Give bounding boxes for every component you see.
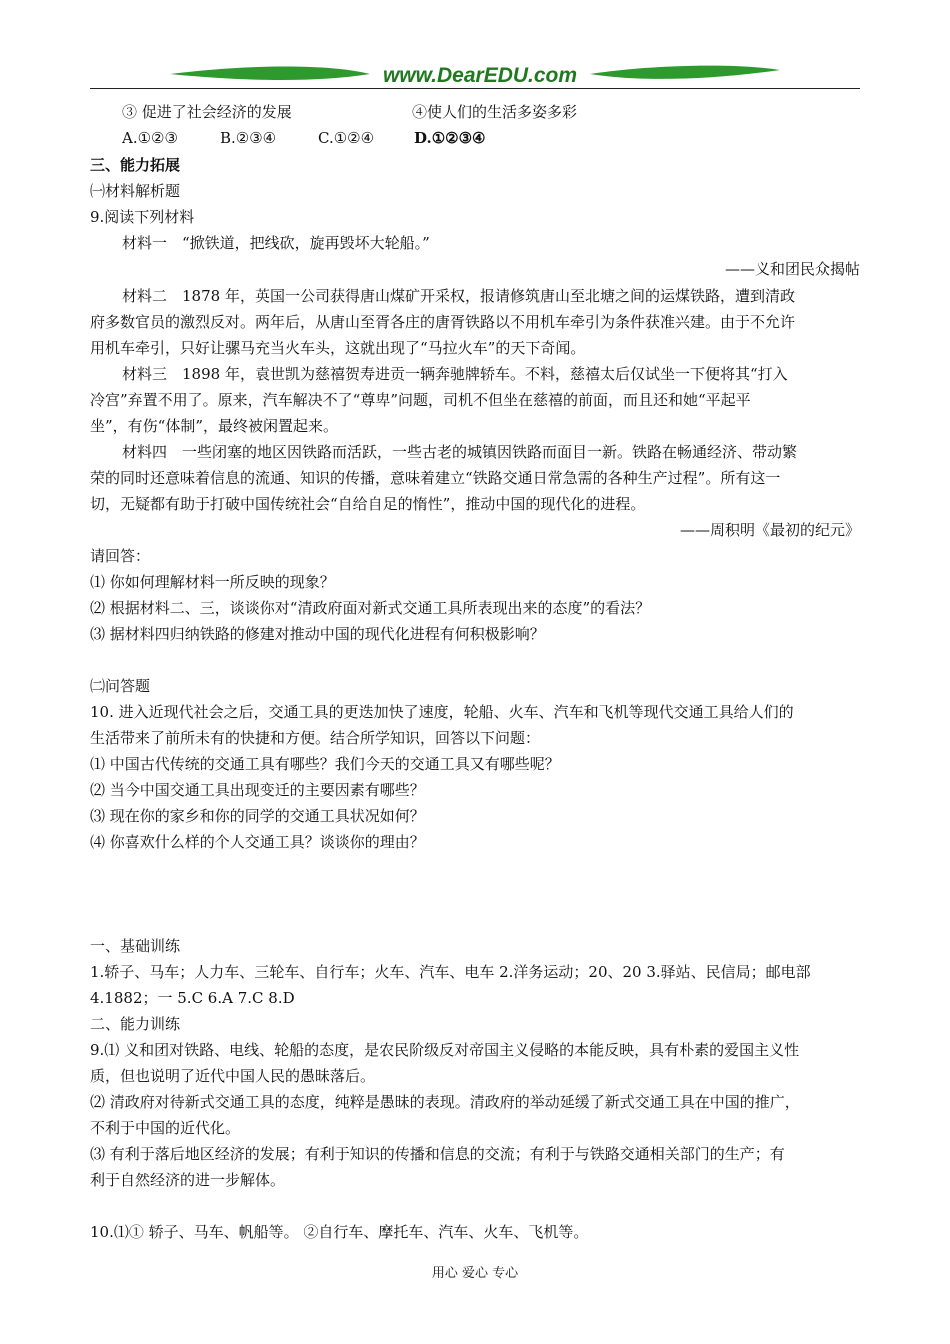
material-4-source: ——周积明《最初的纪元》 xyxy=(679,521,860,539)
material-4-line: 切，无疑都有助于打破中国传统社会“自给自足的惰性”，推动中国的现代化的进程。 xyxy=(90,495,646,513)
material-1-source: ——义和团民众揭帖 xyxy=(724,260,860,278)
page-footer: 用心 爱心 专心 xyxy=(431,1266,519,1281)
material-2-line: 用机车牵引，只好让骡马充当火车头，这就出现了“马拉火车”的天下奇闻。 xyxy=(90,339,586,357)
logo-text: www.DearEDU.com xyxy=(382,64,578,87)
material-1: 材料一 “掀铁道，把线砍，旋再毁坏大轮船。” xyxy=(122,234,430,252)
q9-sub-3: ⑶ 据材料四归纳铁路的修建对推动中国的现代化进程有何积极影响？ xyxy=(90,625,545,643)
answers-heading-2: 二、能力训练 xyxy=(90,1015,181,1033)
q10-sub-3: ⑶ 现在你的家乡和你的同学的交通工具状况如何？ xyxy=(90,807,425,825)
answer-line: 10.⑴① 轿子、马车、帆船等。 ②自行车、摩托车、汽车、火车、飞机等。 xyxy=(90,1223,589,1241)
material-4-line: 荣的同时还意味着信息的流通、知识的传播，意味着建立“铁路交通日常急需的各种生产过程”。所有这一 xyxy=(90,469,781,487)
header-rule xyxy=(90,88,860,89)
q10-line: 10. 进入近现代社会之后，交通工具的更迭加快了速度，轮船、火车、汽车和飞机等现代交通工具给人们的 xyxy=(90,703,794,721)
q10-sub-2: ⑵ 当今中国交通工具出现变迁的主要因素有哪些？ xyxy=(90,781,425,799)
q9-sub-2: ⑵ 根据材料二、三，谈谈你对“清政府面对新式交通工具所表现出来的态度”的看法？ xyxy=(90,599,651,617)
logo-left-swoosh xyxy=(170,67,370,81)
answer-line: 4.1882；一 5.C 6.A 7.C 8.D xyxy=(90,989,295,1007)
q8-item-4: ④使人们的生活多姿多彩 xyxy=(412,103,578,121)
subsection-qa: ㈡问答题 xyxy=(90,677,151,695)
answers-heading-1: 一、基础训练 xyxy=(90,937,181,955)
subsection-material: ㈠材料解析题 xyxy=(90,182,181,200)
q8-item-3: ③ 促进了社会经济的发展 xyxy=(122,103,292,121)
logo-right-swoosh xyxy=(590,66,780,79)
answer-line: 9.⑴ 义和团对铁路、电线、轮船的态度，是农民阶级反对帝国主义侵略的本能反映，具有朴素的爱国主义性 xyxy=(90,1041,800,1059)
answer-line: 1.轿子、马车；人力车、三轮车、自行车；火车、汽车、电车 2.洋务运动；20、20 3.驿站、民信局；邮电部 xyxy=(90,963,811,981)
q8-option-a: A.①②③ xyxy=(122,129,178,147)
answer-line: 质，但也说明了近代中国人民的愚昧落后。 xyxy=(90,1067,376,1085)
answer-line: ⑵ 清政府对待新式交通工具的态度，纯粹是愚昧的表现。清政府的举动延缓了新式交通工具在中国的推广， xyxy=(90,1093,800,1111)
q10-sub-1: ⑴ 中国古代传统的交通工具有哪些？我们今天的交通工具又有哪些呢？ xyxy=(90,755,560,773)
material-2-line: 材料二 1878 年，英国一公司获得唐山煤矿开采权，报请修筑唐山至北塘之间的运煤铁路，遭到清政 xyxy=(122,287,795,305)
q9-sub-1: ⑴ 你如何理解材料一所反映的现象？ xyxy=(90,573,335,591)
material-3-line: 坐”，有伤“体制”，最终被闲置起来。 xyxy=(90,417,339,435)
q8-option-c: C.①②④ xyxy=(318,129,375,147)
q10-line: 生活带来了前所未有的快捷和方便。结合所学知识，回答以下问题： xyxy=(90,729,541,747)
material-3-line: 材料三 1898 年，袁世凯为慈禧贺寿进贡一辆奔驰牌轿车。不料，慈禧太后仅试坐一下便将其“打入 xyxy=(122,365,788,383)
material-3-line: 冷宫”弃置不用了。原来，汽车解决不了“尊卑”问题，司机不但坐在慈禧的前面，而且还和她“平起平 xyxy=(90,391,751,409)
answer-line: 利于自然经济的进一步解体。 xyxy=(90,1171,286,1189)
q8-option-b: B.②③④ xyxy=(220,129,277,147)
material-2-line: 府多数官员的激烈反对。两年后，从唐山至胥各庄的唐胥铁路以不用机车牵引为条件获准兴建。由于不允许 xyxy=(90,313,796,331)
q8-option-d: D.①②③④ xyxy=(414,129,486,147)
answer-line: ⑶ 有利于落后地区经济的发展；有利于知识的传播和信息的交流；有利于与铁路交通相关部门的生产；有 xyxy=(90,1145,785,1163)
q9-title: 9.阅读下列材料 xyxy=(90,208,195,226)
ask-prompt: 请回答： xyxy=(90,547,151,565)
q10-sub-4: ⑷ 你喜欢什么样的个人交通工具？谈谈你的理由？ xyxy=(90,833,425,851)
material-4-line: 材料四 一些闭塞的地区因铁路而活跃，一些古老的城镇因铁路而面目一新。铁路在畅通经济、带动繁 xyxy=(122,443,798,461)
answer-line: 不利于中国的近代化。 xyxy=(90,1119,241,1137)
section-title: 三、能力拓展 xyxy=(90,156,181,174)
